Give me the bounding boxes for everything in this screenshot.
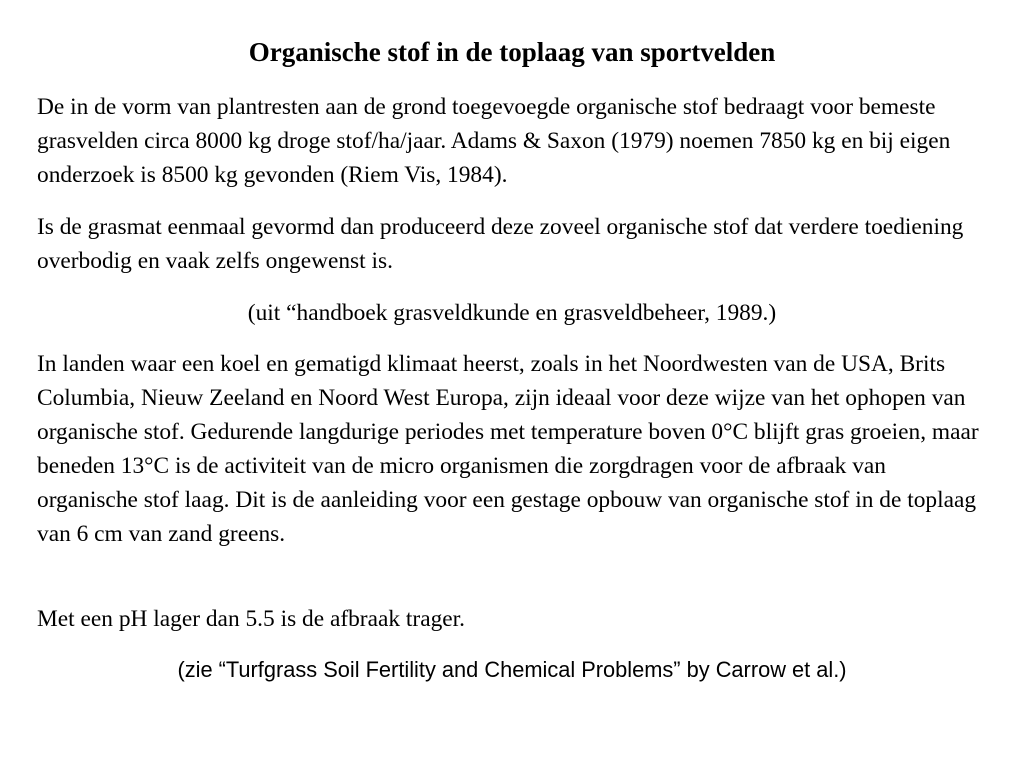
slide-title: Organische stof in de toplaag van sportvelden xyxy=(248,37,776,67)
source-citation-carrow: (zie “Turfgrass Soil Fertility and Chemical Problems” by Carrow et al.) xyxy=(177,657,847,682)
paragraph-organic-matter-amount: De in de vorm van plantresten aan de grond toegevoegde organische stof bedraagt voor bemeste grasvelden circa 8000 kg droge stof/ha/jaar. Adams & Saxon (1979) noemen 7850 kg en bij eigen onderzoek is 8500 kg gevonden (Riem Vis, 1984). xyxy=(37,94,951,188)
paragraph-grass-mat: Is de grasmat eenmaal gevormd dan produceerd deze zoveel organische stof dat verdere toediening overbodig en vaak zelfs ongewenst is. xyxy=(37,214,964,274)
source-citation-handbook: (uit “handboek grasveldkunde en grasveldbeheer, 1989.) xyxy=(247,300,777,326)
paragraph-ph: Met een pH lager dan 5.5 is de afbraak trager. xyxy=(37,606,465,632)
paragraph-climate: In landen waar een koel en gematigd klimaat heerst, zoals in het Noordwesten van de USA, Brits Columbia, Nieuw Zeeland en Noord West Europa, zijn ideaal voor deze wijze van het ophopen van organische stof. Gedurende langdurige periodes met temperature boven 0°C blijft gras groeien, maar beneden 13°C is de activiteit van de micro organismen die zorgdragen voor de afbraak van organische stof laag. Dit is de aanleiding voor een gestage opbouw van organische stof in de toplaag van 6 cm van zand greens. xyxy=(37,351,979,547)
